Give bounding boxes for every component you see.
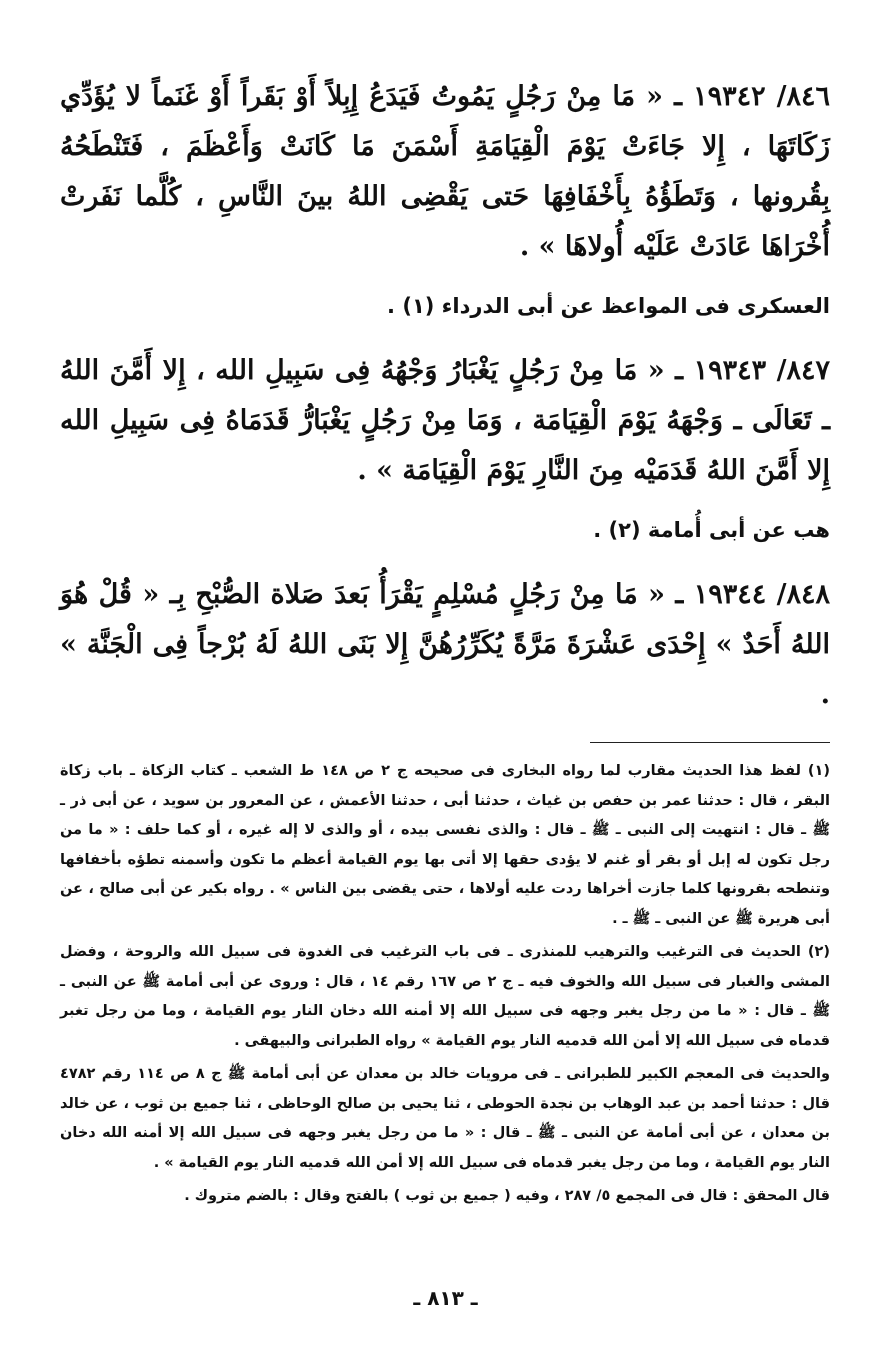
page-body — [60, 72, 830, 1212]
hadith-848: ٨٤٨/ ١٩٣٤٤ ـ « مَا مِنْ رَجُلٍ مُسْلِمٍ يَقْرَأُ بَعدَ صَلاة الصُّبْحِ بِـ « قُلْ هُوَ اللهُ أَحَدٌ » إِحْدَى عَشْرَةَ مَرَّةً يُكَرِّرُهُنَّ إِلا بَنَى اللهُ لَهُ بُرْجاً فِى الْجَنَّة » . — [60, 579, 831, 710]
footnote-editor-remark: قال المحقق : قال فى المجمع ٥/ ٢٨٧ ، وفيه ( جميع بن ثوب ) بالفتح وقال : بالضم متروك . — [184, 1188, 830, 1204]
footnotes — [60, 757, 830, 1212]
hadith-847: ٨٤٧/ ١٩٣٤٣ ـ « مَا مِنْ رَجُلٍ يَغْبَارُ وَجْهُهُ فِى سَبِيلِ الله ، إِلا أَمَّنَ اللهُ ـ تَعَالَى ـ وَجْهَهُ يَوْمَ الْقِيَامَة ، وَمَا مِنْ رَجُلٍ يَغْبَارُّ قَدَمَاهُ فِى سَبِيلِ الله إِلا أَمَّنَ اللهُ قَدَمَيْه مِنَ النَّارِ يَوْمَ الْقِيَامَة » . — [60, 355, 830, 486]
hadith-846: ٨٤٦/ ١٩٣٤٢ ـ « مَا مِنْ رَجُلٍ يَمُوتُ فَيَدَعُ إِبِلاً أَوْ بَقَراً أَوْ غَنَماً لا يُؤَدِّي زَكَاتَهَا ، إِلا جَاءَتْ يَوْمَ الْقِيَامَةِ أَسْمَنَ مَا كَانَتْ وَأَعْظَمَ ، فَتَنْطَحُهُ بِقُرونها ، وَتَطَؤُهُ بِأَخْفَافِهَا حَتى يَقْضِى اللهُ بينَ النَّاسِ ، كُلَّما نَفَرتْ أُخْرَاهَا عَادَتْ عَلَيْه أُولاهَا » . — [60, 81, 831, 262]
hadith-847-source: هب عن أبى أُمامة (٢) . — [593, 518, 830, 542]
hadith-846-source: العسكرى فى المواعظ عن أبى الدرداء (١) . — [387, 294, 830, 318]
footnote-2: (٢) الحديث فى الترغيب والترهيب للمنذرى ـ فى باب الترغيب فى الغدوة فى سبيل الله والروحة ، وفضل المشى والغبار فى سبيل الله والخوف فيه ـ ج ٢ ص ١٦٧ رقم ١٤ ، قال : وروى عن أبى أمامة ﷺ عن النبى ـ ﷺ ـ قال : « ما من رجل يغبر وجهه فى سبيل الله إلا أمنه الله دخان النار يوم القيامة ، وما من رجل تغبر قدماه فى سبيل الله إلا أمن الله قدميه النار يوم القيامة » رواه الطبرانى والبيهقى . — [60, 944, 830, 1049]
footnote-divider — [590, 742, 830, 743]
page-number: ـ ٨١٣ ـ — [413, 1286, 478, 1310]
footnote-2-continued: والحديث فى المعجم الكبير للطبرانى ـ فى مرويات خالد بن معدان عن أبى أمامة ﷺ ج ٨ ص ١١٤ رقم ٤٧٨٢ قال : حدثنا أحمد بن عبد الوهاب بن نجدة الحوطى ، ثنا يحيى بن صالح الوحاظى ، ثنا جميع بن ثوب ، عن خالد بن معدان ، عن أبى أمامة عن النبى ـ ﷺ ـ قال : « ما من رجل يغبر وجهه فى سبيل الله إلا أمنه الله دخان النار يوم القيامة ، وما من رجل يغبر قدماه فى سبيل الله إلا أمن الله قدميه النار يوم القيامة » . — [60, 1066, 830, 1171]
footnote-1: (١) لفظ هذا الحديث مقارب لما رواه البخارى فى صحيحه ج ٢ ص ١٤٨ ط الشعب ـ كتاب الزكاة ـ باب زكاة البقر ، قال : حدثنا عمر بن حفص بن غياث ، حدثنا أبى ، حدثنا الأعمش ، عن المعرور بن سويد ، عن أبى ذر ـ ﷺ ـ قال : انتهيت إلى النبى ـ ﷺ ـ قال : والذى نفسى بيده ، أو والذى لا إله غيره ، أو كما حلف : « ما من رجل تكون له إبل أو بقر أو غنم لا يؤدى حقها إلا أتى بها يوم القيامة أعظم ما تكون وأسمنه تطؤه بأخفافها وتنطحه بقرونها كلما جازت أخراها ردت عليه أولاها ، حتى يقضى بين الناس » . رواه بكير عن أبى صالح ، عن أبى هريرة ﷺ عن النبى ـ ﷺ ـ . — [60, 763, 830, 927]
